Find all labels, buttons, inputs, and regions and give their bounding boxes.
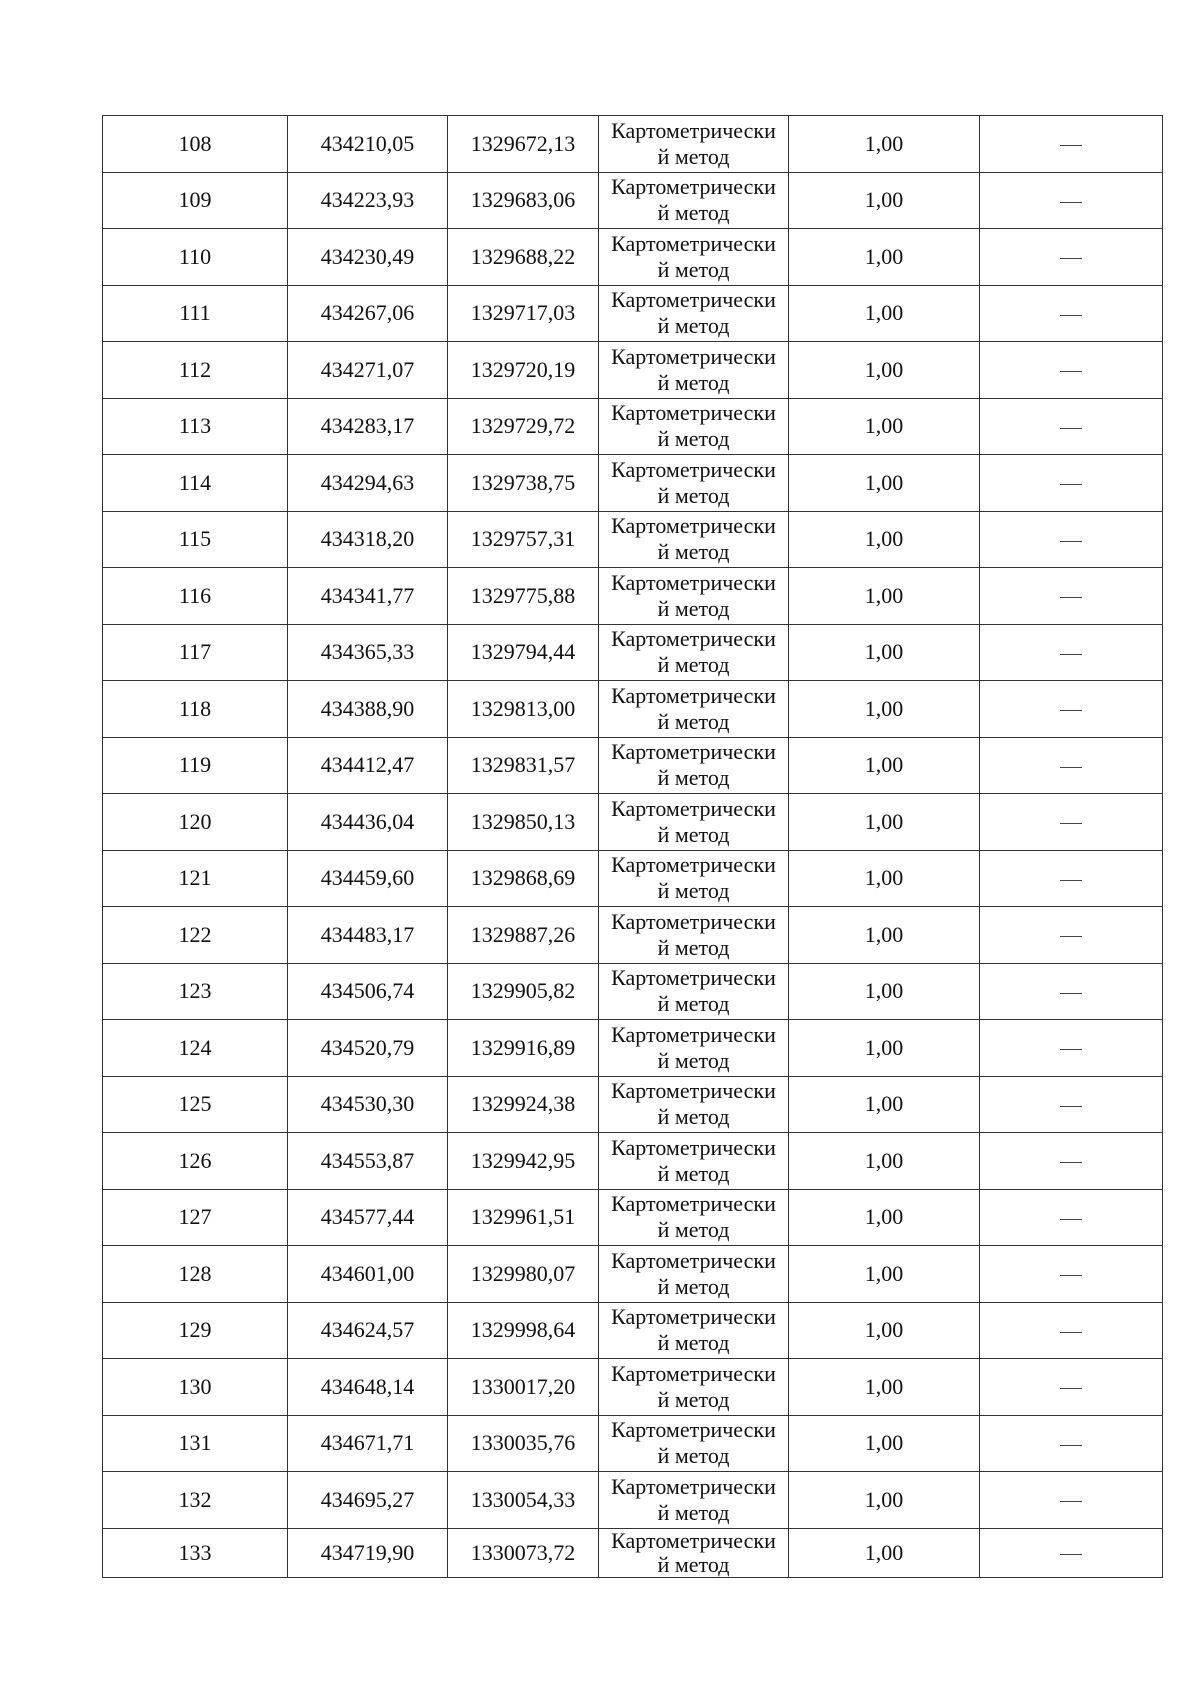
note-cell [980,850,1163,907]
accuracy-cell: 1,00 [789,455,980,512]
point-number-cell: 123 [103,963,288,1020]
method-text: Картометрический метод [611,1528,776,1577]
accuracy-cell: 1,00 [789,172,980,229]
accuracy-cell: 1,00 [789,229,980,286]
point-number-cell: 127 [103,1189,288,1246]
x-coordinate-cell: 434601,00 [288,1246,448,1303]
method-text: Картометрический метод [611,682,776,734]
y-coordinate-cell: 1330017,20 [448,1359,599,1416]
method-text: Картометрический метод [611,1134,776,1186]
note-cell [980,285,1163,342]
accuracy-cell: 1,00 [789,907,980,964]
x-coordinate-cell: 434412,47 [288,737,448,794]
table-row [103,342,1163,399]
y-coordinate-cell: 1329794,44 [448,624,599,681]
method-text: Картометрический метод [611,230,776,282]
table-body [103,116,1163,1578]
accuracy-cell: 1,00 [789,624,980,681]
point-number-cell: 124 [103,1020,288,1077]
accuracy-cell: 1,00 [789,398,980,455]
y-coordinate-cell: 1329961,51 [448,1189,599,1246]
note-cell [980,1189,1163,1246]
dash-mark [1060,1501,1082,1502]
accuracy-cell: 1,00 [789,850,980,907]
y-coordinate-cell: 1329738,75 [448,455,599,512]
x-coordinate-cell: 434624,57 [288,1302,448,1359]
point-number-cell: 114 [103,455,288,512]
method-cell [599,1472,789,1529]
method-text: Картометрический метод [611,795,776,847]
method-cell [599,624,789,681]
method-cell [599,907,789,964]
note-cell [980,737,1163,794]
accuracy-cell: 1,00 [789,1133,980,1190]
accuracy-cell: 1,00 [789,681,980,738]
accuracy-cell: 1,00 [789,1472,980,1529]
y-coordinate-cell: 1329887,26 [448,907,599,964]
method-text: Картометрический метод [611,400,776,452]
point-number-cell: 125 [103,1076,288,1133]
method-text: Картометрический метод [611,569,776,621]
x-coordinate-cell: 434341,77 [288,568,448,625]
accuracy-cell: 1,00 [789,285,980,342]
note-cell [980,1415,1163,1472]
x-coordinate-cell: 434436,04 [288,794,448,851]
table-row [103,398,1163,455]
dash-mark [1060,1049,1082,1050]
accuracy-cell: 1,00 [789,568,980,625]
method-text: Картометрический метод [611,456,776,508]
y-coordinate-cell: 1329868,69 [448,850,599,907]
point-number-cell: 113 [103,398,288,455]
dash-mark [1060,1106,1082,1107]
note-cell [980,172,1163,229]
method-text: Картометрический метод [611,287,776,339]
accuracy-cell: 1,00 [789,511,980,568]
point-number-cell: 109 [103,172,288,229]
dash-mark [1060,1162,1082,1163]
x-coordinate-cell: 434648,14 [288,1359,448,1416]
method-text: Картометрический метод [611,739,776,791]
method-text: Картометрический метод [611,174,776,226]
coordinates-table [102,115,1163,1578]
note-cell [980,398,1163,455]
point-number-cell: 118 [103,681,288,738]
note-cell [980,963,1163,1020]
dash-mark [1060,1554,1082,1555]
dash-mark [1060,428,1082,429]
method-cell [599,1020,789,1077]
dash-mark [1060,1445,1082,1446]
accuracy-cell: 1,00 [789,1302,980,1359]
note-cell [980,907,1163,964]
note-cell [980,342,1163,399]
method-cell [599,1246,789,1303]
y-coordinate-cell: 1330054,33 [448,1472,599,1529]
note-cell [980,794,1163,851]
table-row [103,907,1163,964]
x-coordinate-cell: 434459,60 [288,850,448,907]
accuracy-cell: 1,00 [789,794,980,851]
table-row [103,229,1163,286]
x-coordinate-cell: 434577,44 [288,1189,448,1246]
x-coordinate-cell: 434530,30 [288,1076,448,1133]
note-cell [980,1359,1163,1416]
point-number-cell: 130 [103,1359,288,1416]
dash-mark [1060,880,1082,881]
method-cell [599,511,789,568]
dash-mark [1060,484,1082,485]
method-cell [599,229,789,286]
note-cell [980,1528,1163,1577]
note-cell [980,1076,1163,1133]
dash-mark [1060,1388,1082,1389]
x-coordinate-cell: 434695,27 [288,1472,448,1529]
x-coordinate-cell: 434483,17 [288,907,448,964]
y-coordinate-cell: 1330073,72 [448,1528,599,1577]
method-text: Картометрический метод [611,1417,776,1469]
note-cell [980,1246,1163,1303]
accuracy-cell: 1,00 [789,342,980,399]
x-coordinate-cell: 434719,90 [288,1528,448,1577]
accuracy-cell: 1,00 [789,1076,980,1133]
method-cell [599,455,789,512]
x-coordinate-cell: 434267,06 [288,285,448,342]
method-cell [599,1359,789,1416]
point-number-cell: 131 [103,1415,288,1472]
note-cell [980,1020,1163,1077]
method-text: Картометрический метод [611,965,776,1017]
method-cell [599,794,789,851]
table-row [103,737,1163,794]
note-cell [980,1472,1163,1529]
dash-mark [1060,202,1082,203]
point-number-cell: 111 [103,285,288,342]
table-row [103,1133,1163,1190]
table-row [103,963,1163,1020]
note-cell [980,624,1163,681]
method-text: Картометрический метод [611,1304,776,1356]
table-row [103,172,1163,229]
method-text: Картометрический метод [611,1021,776,1073]
y-coordinate-cell: 1329757,31 [448,511,599,568]
y-coordinate-cell: 1329850,13 [448,794,599,851]
table-row [103,1020,1163,1077]
note-cell [980,511,1163,568]
method-text: Картометрический метод [611,343,776,395]
method-cell [599,1302,789,1359]
method-text: Картометрический метод [611,1360,776,1412]
accuracy-cell: 1,00 [789,1189,980,1246]
dash-mark [1060,1275,1082,1276]
method-cell [599,737,789,794]
y-coordinate-cell: 1329683,06 [448,172,599,229]
method-cell [599,116,789,173]
method-text: Картометрический метод [611,1078,776,1130]
table-row [103,1528,1163,1577]
accuracy-cell: 1,00 [789,1246,980,1303]
table-row [103,681,1163,738]
point-number-cell: 116 [103,568,288,625]
y-coordinate-cell: 1329729,72 [448,398,599,455]
table-row [103,1472,1163,1529]
dash-mark [1060,1332,1082,1333]
table-row [103,1189,1163,1246]
table-row [103,116,1163,173]
point-number-cell: 112 [103,342,288,399]
point-number-cell: 115 [103,511,288,568]
x-coordinate-cell: 434388,90 [288,681,448,738]
y-coordinate-cell: 1329831,57 [448,737,599,794]
method-text: Картометрический метод [611,1247,776,1299]
table-row [103,850,1163,907]
note-cell [980,568,1163,625]
method-text: Картометрический метод [611,852,776,904]
accuracy-cell: 1,00 [789,1020,980,1077]
x-coordinate-cell: 434271,07 [288,342,448,399]
method-text: Картометрический метод [611,1473,776,1525]
dash-mark [1060,993,1082,994]
note-cell [980,455,1163,512]
y-coordinate-cell: 1329998,64 [448,1302,599,1359]
x-coordinate-cell: 434230,49 [288,229,448,286]
point-number-cell: 120 [103,794,288,851]
table-row [103,1302,1163,1359]
accuracy-cell: 1,00 [789,1359,980,1416]
accuracy-cell: 1,00 [789,1415,980,1472]
x-coordinate-cell: 434223,93 [288,172,448,229]
y-coordinate-cell: 1329720,19 [448,342,599,399]
note-cell [980,116,1163,173]
accuracy-cell: 1,00 [789,116,980,173]
method-text: Картометрический метод [611,117,776,169]
x-coordinate-cell: 434283,17 [288,398,448,455]
method-cell [599,342,789,399]
dash-mark [1060,710,1082,711]
point-number-cell: 129 [103,1302,288,1359]
method-text: Картометрический метод [611,626,776,678]
point-number-cell: 110 [103,229,288,286]
y-coordinate-cell: 1329916,89 [448,1020,599,1077]
method-cell [599,1415,789,1472]
dash-mark [1060,654,1082,655]
dash-mark [1060,145,1082,146]
y-coordinate-cell: 1329980,07 [448,1246,599,1303]
method-cell [599,172,789,229]
dash-mark [1060,541,1082,542]
x-coordinate-cell: 434365,33 [288,624,448,681]
method-text: Картометрический метод [611,908,776,960]
method-cell [599,963,789,1020]
note-cell [980,681,1163,738]
y-coordinate-cell: 1329942,95 [448,1133,599,1190]
y-coordinate-cell: 1329813,00 [448,681,599,738]
point-number-cell: 128 [103,1246,288,1303]
accuracy-cell: 1,00 [789,737,980,794]
y-coordinate-cell: 1329924,38 [448,1076,599,1133]
method-cell [599,1189,789,1246]
y-coordinate-cell: 1329775,88 [448,568,599,625]
dash-mark [1060,315,1082,316]
dash-mark [1060,1219,1082,1220]
method-cell [599,568,789,625]
method-cell [599,1528,789,1577]
method-cell [599,398,789,455]
dash-mark [1060,371,1082,372]
x-coordinate-cell: 434671,71 [288,1415,448,1472]
table-row [103,1246,1163,1303]
method-cell [599,1133,789,1190]
y-coordinate-cell: 1329905,82 [448,963,599,1020]
table-row [103,1359,1163,1416]
y-coordinate-cell: 1329688,22 [448,229,599,286]
method-cell [599,285,789,342]
method-cell [599,681,789,738]
x-coordinate-cell: 434294,63 [288,455,448,512]
dash-mark [1060,597,1082,598]
method-cell [599,1076,789,1133]
point-number-cell: 126 [103,1133,288,1190]
table-row [103,455,1163,512]
y-coordinate-cell: 1329717,03 [448,285,599,342]
point-number-cell: 121 [103,850,288,907]
method-text: Картометрический метод [611,513,776,565]
x-coordinate-cell: 434506,74 [288,963,448,1020]
point-number-cell: 133 [103,1528,288,1577]
y-coordinate-cell: 1329672,13 [448,116,599,173]
table-row [103,1076,1163,1133]
point-number-cell: 108 [103,116,288,173]
note-cell [980,1133,1163,1190]
table-row [103,568,1163,625]
dash-mark [1060,823,1082,824]
x-coordinate-cell: 434318,20 [288,511,448,568]
accuracy-cell: 1,00 [789,963,980,1020]
table-row [103,624,1163,681]
x-coordinate-cell: 434210,05 [288,116,448,173]
note-cell [980,1302,1163,1359]
accuracy-cell: 1,00 [789,1528,980,1577]
dash-mark [1060,936,1082,937]
method-cell [599,850,789,907]
point-number-cell: 122 [103,907,288,964]
dash-mark [1060,258,1082,259]
table-row [103,285,1163,342]
point-number-cell: 132 [103,1472,288,1529]
table-row [103,794,1163,851]
method-text: Картометрический метод [611,1191,776,1243]
y-coordinate-cell: 1330035,76 [448,1415,599,1472]
dash-mark [1060,767,1082,768]
x-coordinate-cell: 434520,79 [288,1020,448,1077]
table-row [103,1415,1163,1472]
point-number-cell: 119 [103,737,288,794]
point-number-cell: 117 [103,624,288,681]
note-cell [980,229,1163,286]
x-coordinate-cell: 434553,87 [288,1133,448,1190]
table-row [103,511,1163,568]
